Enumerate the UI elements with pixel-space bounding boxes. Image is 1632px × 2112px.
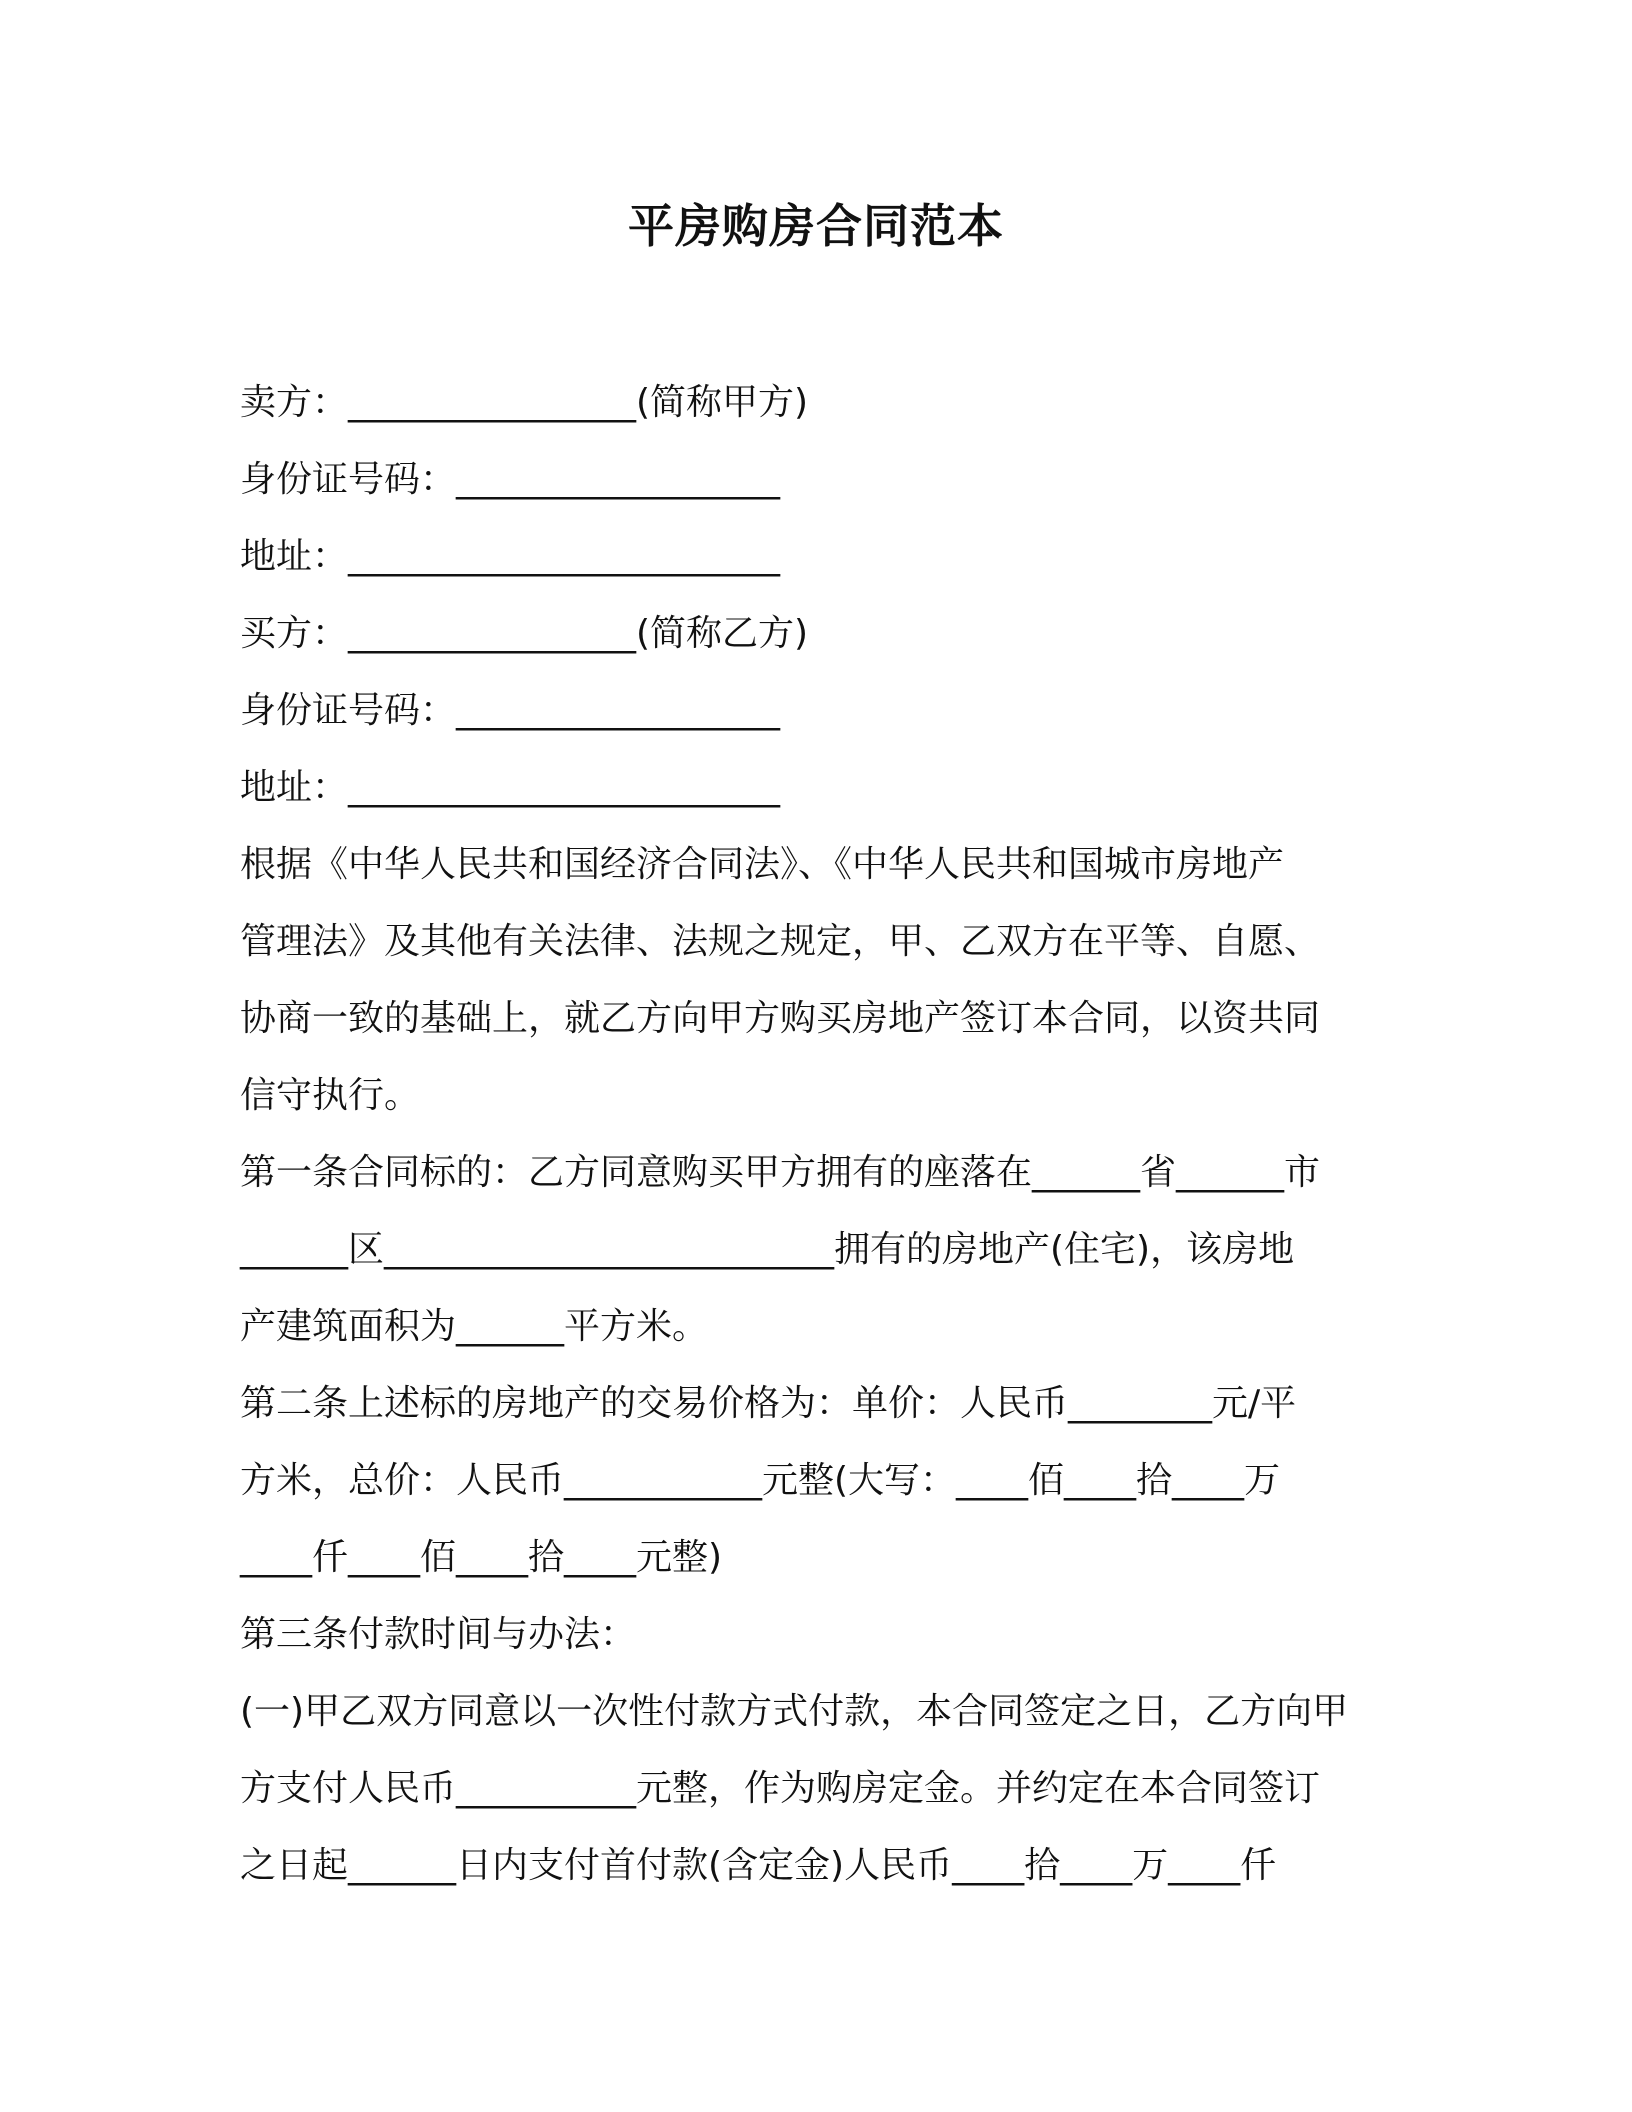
article-three-heading: 第三条付款时间与办法：	[240, 1614, 637, 1655]
buyer-name-line: 买方：________________(简称乙方)	[240, 613, 809, 654]
preamble-line: 管理法》及其他有关法律、法规之规定，甲、乙双方在平等、自愿、	[240, 921, 1321, 962]
buyer-address-line: 地址：________________________	[240, 767, 781, 808]
article-one-line: ______区_________________________拥有的房地产(住宅)，该房地	[240, 1229, 1295, 1270]
seller-id-line: 身份证号码：__________________	[240, 459, 781, 500]
seller-address-line: 地址：________________________	[240, 536, 781, 577]
payment-clause-line: 之日起______日内支付首付款(含定金)人民币____拾____万____仟	[240, 1845, 1277, 1886]
article-two-line: ____仟____佰____拾____元整)	[240, 1537, 723, 1578]
article-two-line: 第二条上述标的房地产的交易价格为：单价：人民币________元/平	[240, 1383, 1297, 1424]
article-two-line: 方米，总价：人民币___________元整(大写：____佰____拾____万	[240, 1460, 1281, 1501]
seller-name-line: 卖方：________________(简称甲方)	[240, 382, 809, 423]
article-one-line: 产建筑面积为______平方米。	[240, 1306, 709, 1347]
document-body	[240, 364, 1400, 1904]
payment-clause-line: 方支付人民币__________元整，作为购房定金。并约定在本合同签订	[240, 1768, 1321, 1809]
buyer-id-line: 身份证号码：__________________	[240, 690, 781, 731]
preamble-line: 信守执行。	[240, 1075, 421, 1116]
payment-clause-line: (一)甲乙双方同意以一次性付款方式付款，本合同签定之日，乙方向甲	[240, 1691, 1349, 1732]
document-title: 平房购房合同范本	[628, 199, 1004, 253]
preamble-line: 根据《中华人民共和国经济合同法》、《中华人民共和国城市房地产	[240, 844, 1285, 885]
preamble-line: 协商一致的基础上，就乙方向甲方购买房地产签订本合同，以资共同	[240, 998, 1321, 1039]
article-one-line: 第一条合同标的：乙方同意购买甲方拥有的座落在______省______市	[240, 1152, 1321, 1193]
